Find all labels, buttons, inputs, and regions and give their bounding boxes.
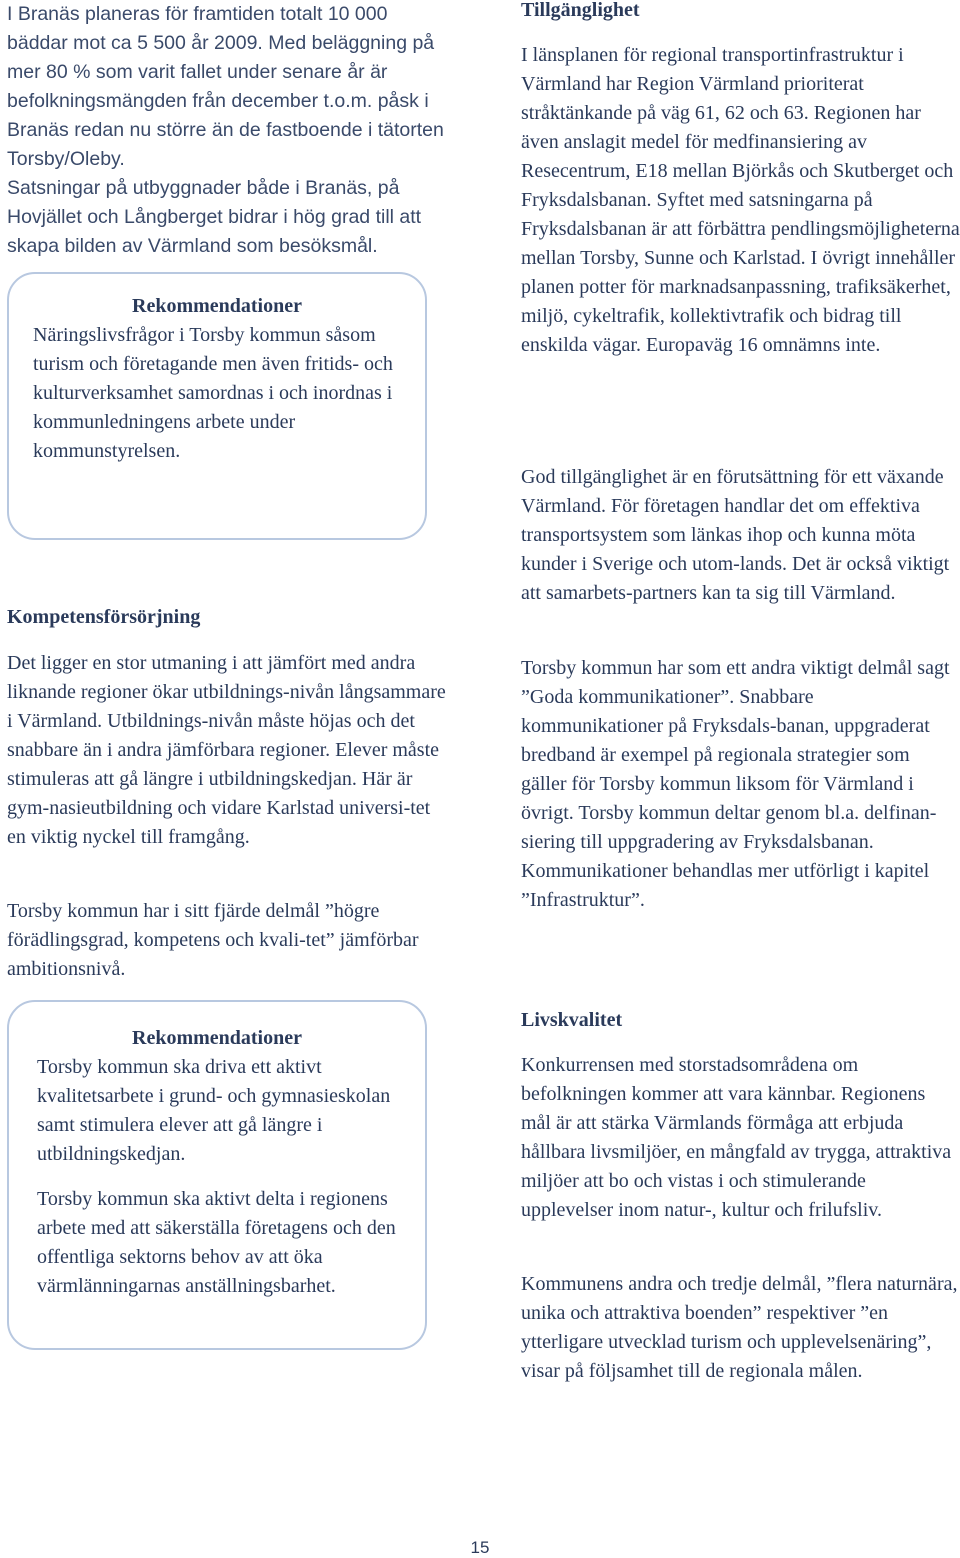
- recommendation-box-2-title: Rekommendationer: [132, 1027, 302, 1049]
- tillganglighet-paragraph-3: Torsby kommun har som ett andra viktigt delmål sagt ”Goda kommunikationer”. Snabbare kommunikationer på Fryksdals-banan, uppgraderat bredband är exempel på regionala strategier som gäller för Torsby kommun liksom för Värmland i övrigt. Torsby kommun deltar genom bl.a. delfinan-siering till uppgradering av Fryksdalsbanan. Kommunikationer behandlas mer utförligt i kapitel ”Infrastruktur”.: [521, 657, 950, 911]
- recommendation-box-1: [7, 272, 427, 540]
- recommendation-box-2-text-1: Torsby kommun ska driva ett aktivt kvalitetsarbete i grund- och gymnasieskolan samt stimulera elever att gå längre i utbildningskedjan.: [37, 1056, 391, 1165]
- tillganglighet-paragraph-1: I länsplanen för regional transportinfrastruktur i Värmland har Region Värmland prioriterat stråktänkande på väg 61, 62 och 63. Regionen har även anslagit medel för medfinansiering av Resecentrum, E18 mellan Björkås och Skutberget och Fryksdalsbanan. Syftet med satsningarna på Fryksdalsbanan är att förbättra pendlingsmöjligheterna mellan Torsby, Sunne och Karlstad. I övrigt innehåller planen potter för marknadsanpassning, trafiksäkerhet, miljö, cykeltrafik, kollektivtrafik och bidrag till enskilda vägar. Europaväg 16 omnämns inte.: [521, 44, 960, 356]
- recommendation-box-1-title: Rekommendationer: [132, 295, 302, 317]
- livskvalitet-paragraph-1: Konkurrensen med storstadsområdena om befolkningen kommer att vara kännbar. Regionens mål är att stärka Värmlands förmåga att erbjuda hållbara livsmiljöer, en mångfald av trygga, attraktiva miljöer att bo och vistas i och stimulerande upplevelser inom natur-, kultur och frilufsliv.: [521, 1054, 952, 1221]
- kompetens-paragraph-2: Torsby kommun har i sitt fjärde delmål ”högre förädlingsgrad, kompetens och kvali-tet” jämförbar ambitionsnivå.: [7, 900, 419, 980]
- intro-paragraph: I Branäs planeras för framtiden totalt 10 000 bäddar mot ca 5 500 år 2009. Med beläggning på mer 80 % som varit fallet under senare år är befolkningsmängden från december t.o.m. påsk i Branäs redan nu större än de fastboende i tätorten Torsby/Oleby.: [7, 3, 444, 170]
- section-heading-kompetens: Kompetensförsörjning: [7, 606, 201, 628]
- intro-paragraph-2: Satsningar på utbyggnader både i Branäs, på Hovjället och Långberget bidrar i hög grad till att skapa bilden av Värmland som besöksmål.: [7, 177, 422, 257]
- page-number: 15: [470, 1538, 490, 1557]
- recommendation-box-2: [7, 1000, 427, 1350]
- heading-livskvalitet: Livskvalitet: [521, 1009, 623, 1031]
- livskvalitet-paragraph-2: Kommunens andra och tredje delmål, ”flera naturnära, unika och attraktiva boenden” respektiver ”en ytterligare utvecklad turism och upplevelsenäring”, visar på följsamhet till de regionala målen.: [521, 1273, 958, 1382]
- heading-tillganglighet: Tillgänglighet: [521, 0, 640, 21]
- recommendation-box-1-text: Näringslivsfrågor i Torsby kommun såsom turism och företagande men även fritids- och kulturverksamhet samordnas i och inordnas i kommunledningens arbete under kommunstyrelsen.: [33, 324, 393, 462]
- kompetens-paragraph-1: Det ligger en stor utmaning i att jämfört med andra liknande regioner ökar utbildnings-nivån långsammare i Värmland. Utbildnings-nivån måste höjas och det snabbare än i andra jämförbara regioner. Elever måste stimuleras att gå längre i utbildningskedjan. Här är gym-nasieutbildning och vidare Karlstad universi-tet en viktig nyckel till framgång.: [7, 652, 446, 848]
- tillganglighet-paragraph-2: God tillgänglighet är en förutsättning för ett växande Värmland. För företagen handlar det om effektiva transportsystem som länkas ihop och kunna möta kunder i Sverige och utom-lands. Det är också viktigt att samarbets-partners kan ta sig till Värmland.: [521, 466, 950, 604]
- recommendation-box-2-text-2: Torsby kommun ska aktivt delta i regionens arbete med att säkerställa företagens och den offentliga sektorns behov av att öka värmlänningarnas anställningsbarhet.: [37, 1188, 396, 1297]
